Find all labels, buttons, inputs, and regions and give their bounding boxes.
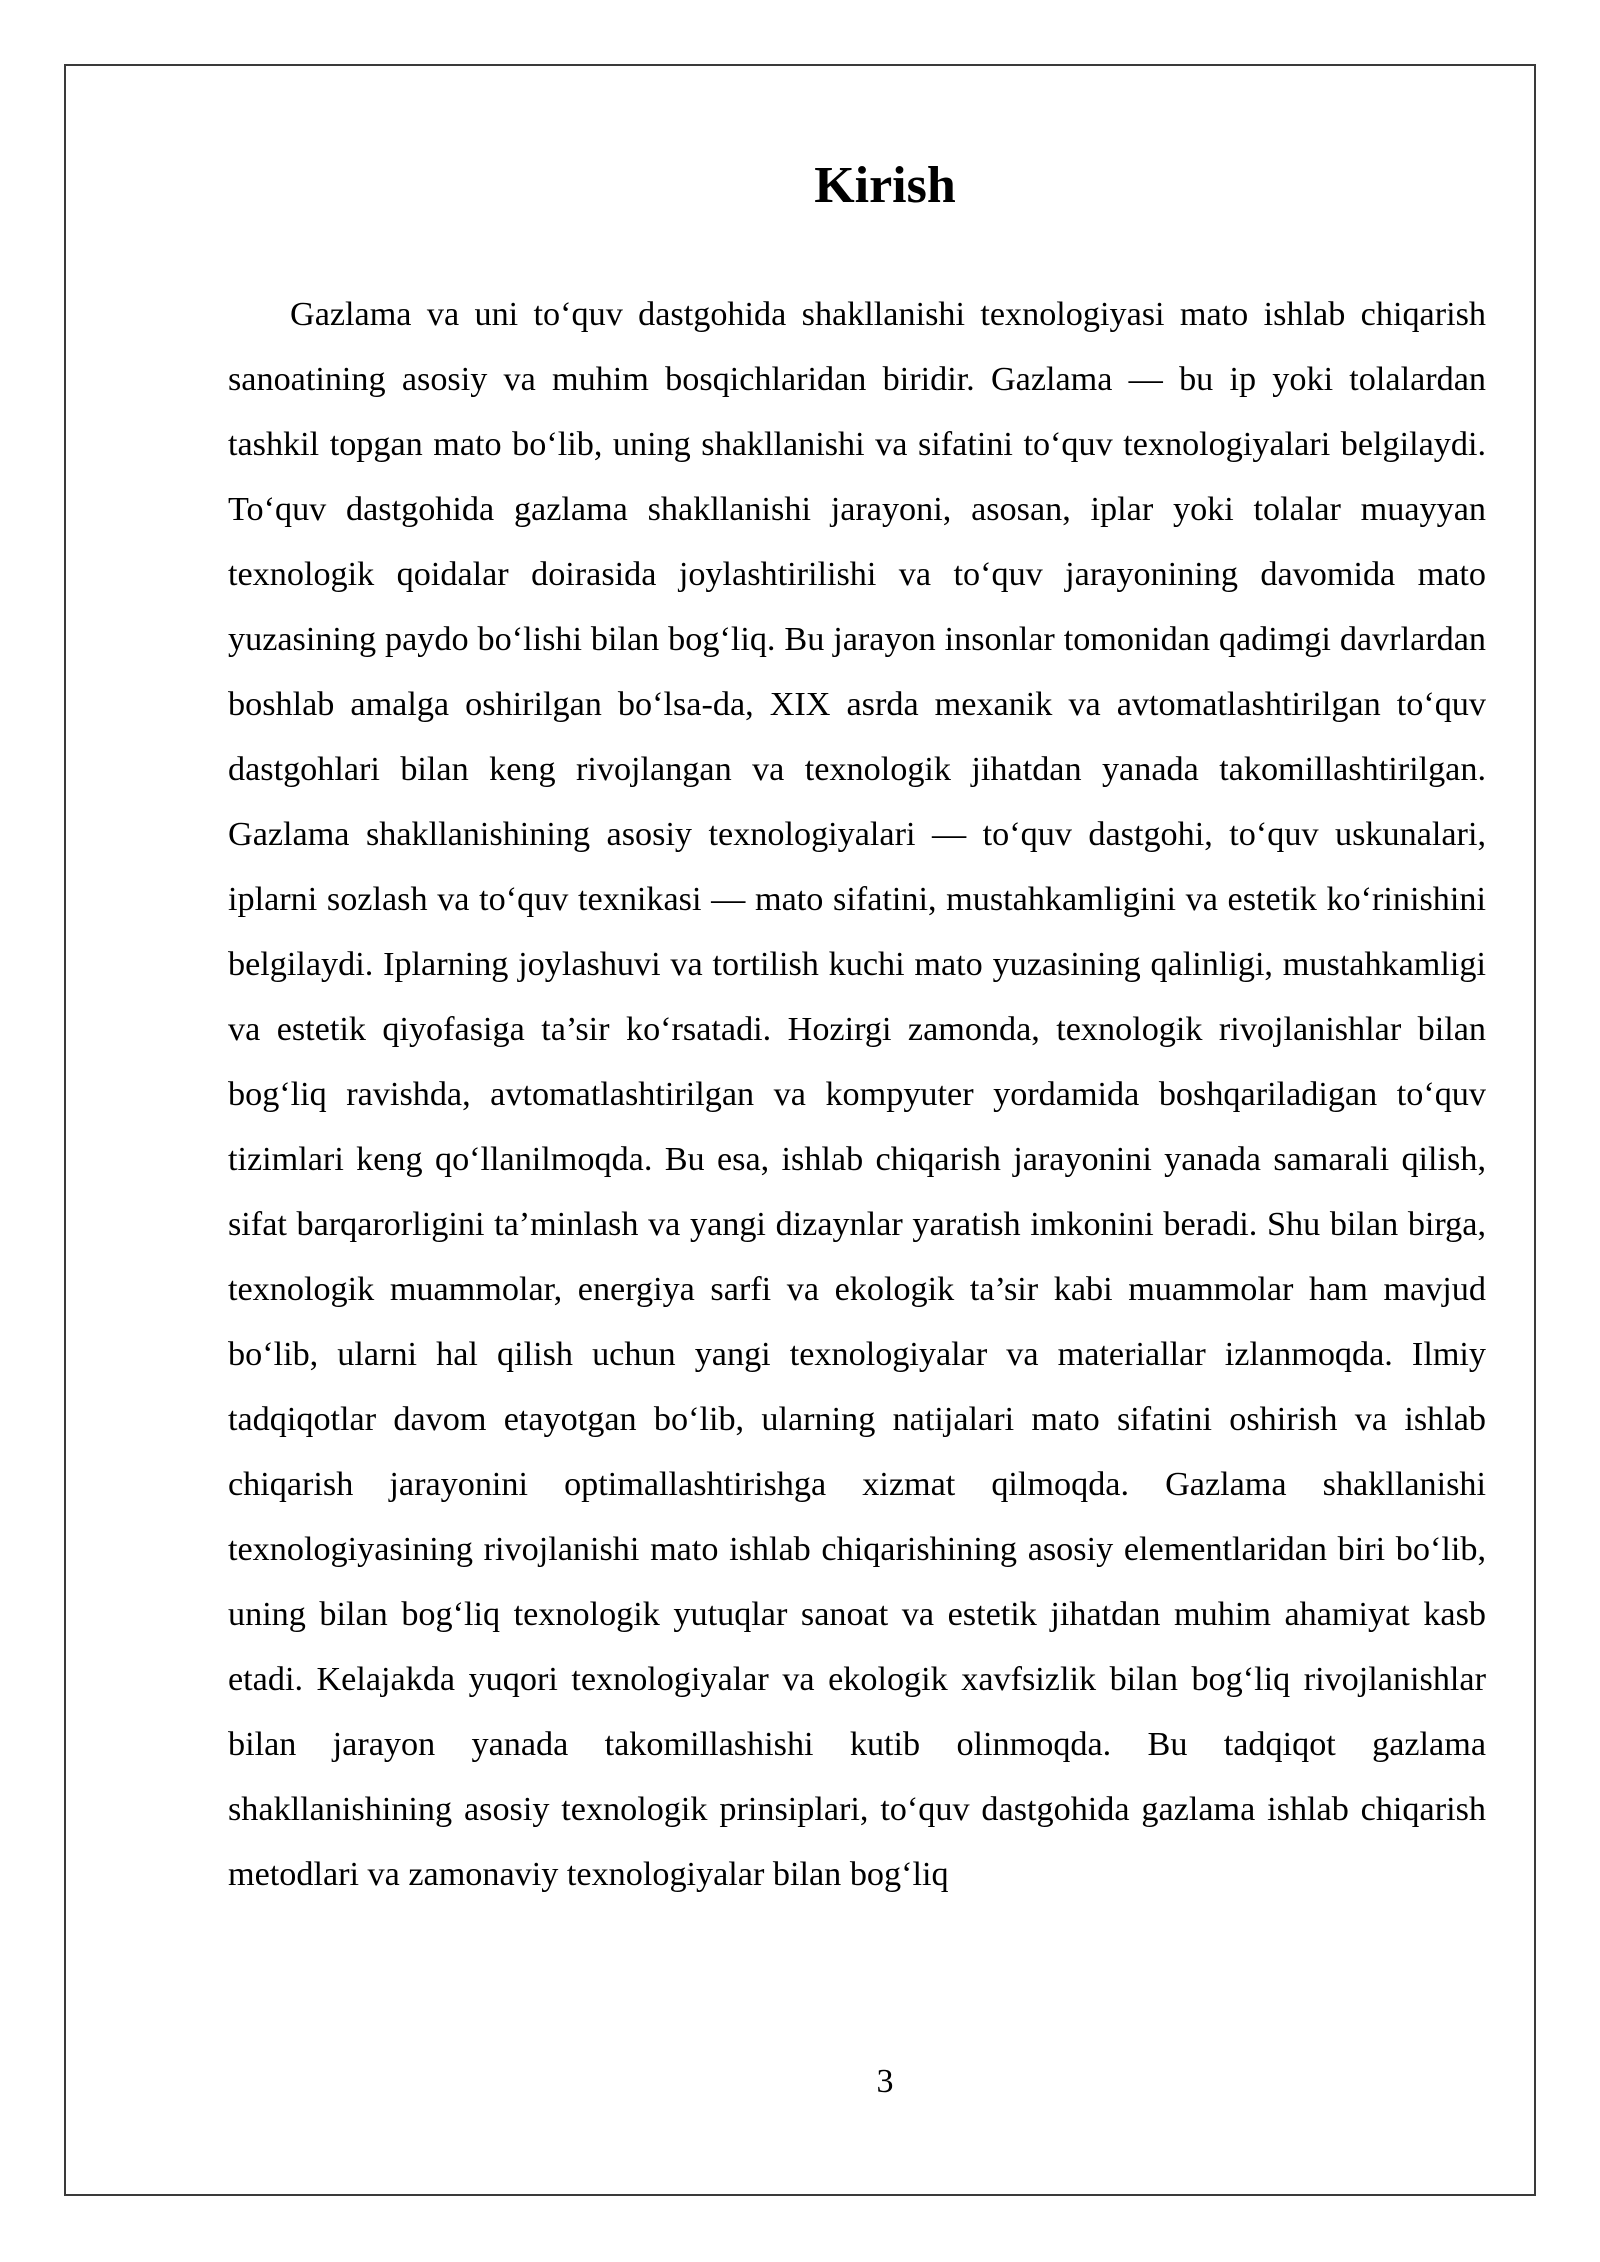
body-paragraph: Gazlama va uni to‘quv dastgohida shakllanishi texnologiyasi mato ishlab chiqarish sanoatining asosiy va muhim bosqichlaridan biridir. Gazlama — bu ip yoki tolalardan tashkil topgan mato bo‘lib, uning shakllanishi va sifatini to‘quv texnologiyalari belgilaydi. To‘quv dastgohida gazlama shakllanishi jarayoni, asosan, iplar yoki tolalar muayyan texnologik qoidalar doirasida joylashtirilishi va to‘quv jarayonining davomida mato yuzasining paydo bo‘lishi bilan bog‘liq. Bu jarayon insonlar tomonidan qadimgi davrlardan boshlab amalga oshirilgan bo‘lsa-da, XIX asrda mexanik va avtomatlashtirilgan to‘quv dastgohlari bilan keng rivojlangan va texnologik jihatdan yanada takomillashtirilgan. Gazlama shakllanishining asosiy texnologiyalari — to‘quv dastgohi, to‘quv uskunalari, iplarni sozlash va to‘quv texnikasi — mato sifatini, mustahkamligini va estetik ko‘rinishini belgilaydi. Iplarning joylashuvi va tortilish kuchi mato yuzasining qalinligi, mustahkamligi va estetik qiyofasiga ta’sir ko‘rsatadi. Hozirgi zamonda, texnologik rivojlanishlar bilan bog‘liq ravishda, avtomatlashtirilgan va kompyuter yordamida boshqariladigan to‘quv tizimlari keng qo‘llanilmoqda. Bu esa, ishlab chiqarish jarayonini yanada samarali qilish, sifat barqarorligini ta’minlash va yangi dizaynlar yaratish imkonini beradi. Shu bilan birga, texnologik muammolar, energiya sarfi va ekologik ta’sir kabi muammolar ham mavjud bo‘lib, ularni hal qilish uchun yangi texnologiyalar va materiallar izlanmoqda. Ilmiy tadqiqotlar davom etayotgan bo‘lib, ularning natijalari mato sifatini oshirish va ishlab chiqarish jarayonini optimallashtirishga xizmat qilmoqda. Gazlama shakllanishi texnologiyasining rivojlanishi mato ishlab chiqarishining asosiy elementlaridan biri bo‘lib, uning bilan bog‘liq texnologik yutuqlar sanoat va estetik jihatdan muhim ahamiyat kasb etadi. Kelajakda yuqori texnologiyalar va ekologik xavfsizlik bilan bog‘liq rivojlanishlar bilan jarayon yanada takomillashishi kutib olinmoqda. Bu tadqiqot gazlama shakllanishining asosiy texnologik prinsiplari, to‘quv dastgohida gazlama ishlab chiqarish metodlari va zamonaviy texnologiyalar bilan bog‘liq [228,296,1486,1893]
page-title: Kirish [814,157,956,214]
page-number: 3 [876,2063,894,2100]
